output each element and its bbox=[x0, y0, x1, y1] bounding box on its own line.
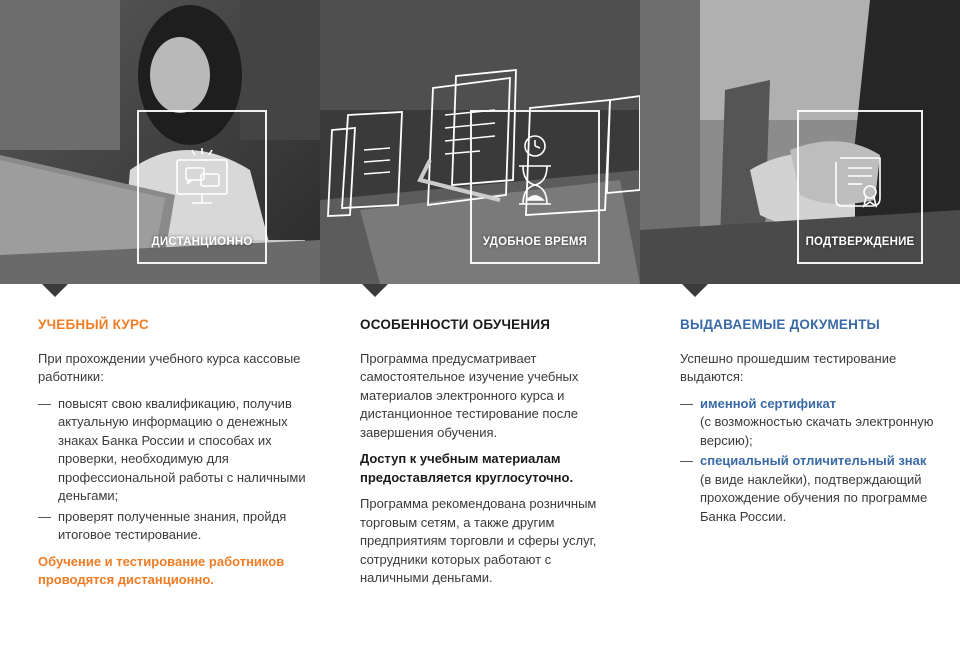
recommendation-text: Программа рекомендована розничным торговым сетям, а также другим предприятиям торговли и сферы услуг, сотрудники которых работают с наличными деньгами. bbox=[360, 496, 597, 585]
document-name: именной сертификат bbox=[700, 395, 837, 411]
access-note: Доступ к учебным материалам предоставляется круглосуточно. bbox=[360, 451, 574, 485]
feature-caption: УДОБНОЕ ВРЕМЯ bbox=[482, 236, 588, 248]
feature-frame bbox=[137, 110, 267, 264]
document-name: специальный отличительный знак bbox=[700, 453, 927, 468]
training-features-section bbox=[360, 316, 622, 596]
list-item: — проверят полученные знания, пройдя итоговое тестирование. bbox=[38, 508, 306, 545]
program-text: Программа предусматривает самостоятельное изучение учебных материалов электронного курса и дистанционное тестирование после завершения обучения. bbox=[360, 350, 579, 440]
remote-note: Обучение и тестирование работников проводятся дистанционно. bbox=[38, 553, 285, 587]
list-item: — повысят свою квалификацию, получив актуальную информацию о денежных знаках Банка России и способах их проверки, необходимую для профессиональной работы с наличными деньгами; bbox=[38, 395, 306, 506]
list-item bbox=[680, 452, 942, 526]
section-pointer bbox=[682, 284, 708, 297]
feature-caption: ДИСТАНЦИОННО bbox=[151, 236, 253, 248]
section-pointer bbox=[362, 284, 388, 297]
benefit-list bbox=[38, 395, 306, 545]
feature-frame bbox=[470, 110, 600, 264]
section-heading: УЧЕБНЫЙ КУРС bbox=[38, 317, 149, 332]
intro-text: При прохождении учебного курса кассовые работники: bbox=[38, 350, 301, 384]
photo-panel-confirm bbox=[640, 0, 960, 284]
intro-text: Успешно прошедшим тестирование выдаются: bbox=[680, 350, 897, 384]
section-heading: ВЫДАВАЕМЫЕ ДОКУМЕНТЫ bbox=[680, 317, 880, 332]
document-description: (в виде наклейки), подтверждающий прохождение обучения по программе Банка России. bbox=[700, 471, 928, 524]
feature-frame bbox=[797, 110, 923, 264]
hourglass-clock-icon bbox=[507, 130, 563, 211]
section-heading: ОСОБЕННОСТИ ОБУЧЕНИЯ bbox=[360, 317, 551, 332]
documents-list bbox=[680, 395, 942, 527]
section-pointer bbox=[42, 284, 68, 297]
online-chat-icon bbox=[174, 146, 230, 213]
document-description: (с возможностью скачать электронную версию); bbox=[700, 414, 934, 448]
training-course-section bbox=[38, 316, 306, 598]
issued-documents-section bbox=[680, 316, 942, 534]
photo-panel-remote bbox=[0, 0, 320, 284]
certificate-icon bbox=[832, 154, 888, 217]
list-item bbox=[680, 395, 942, 451]
photo-panel-time bbox=[320, 0, 640, 284]
feature-caption: ПОДТВЕРЖДЕНИЕ bbox=[805, 236, 915, 248]
